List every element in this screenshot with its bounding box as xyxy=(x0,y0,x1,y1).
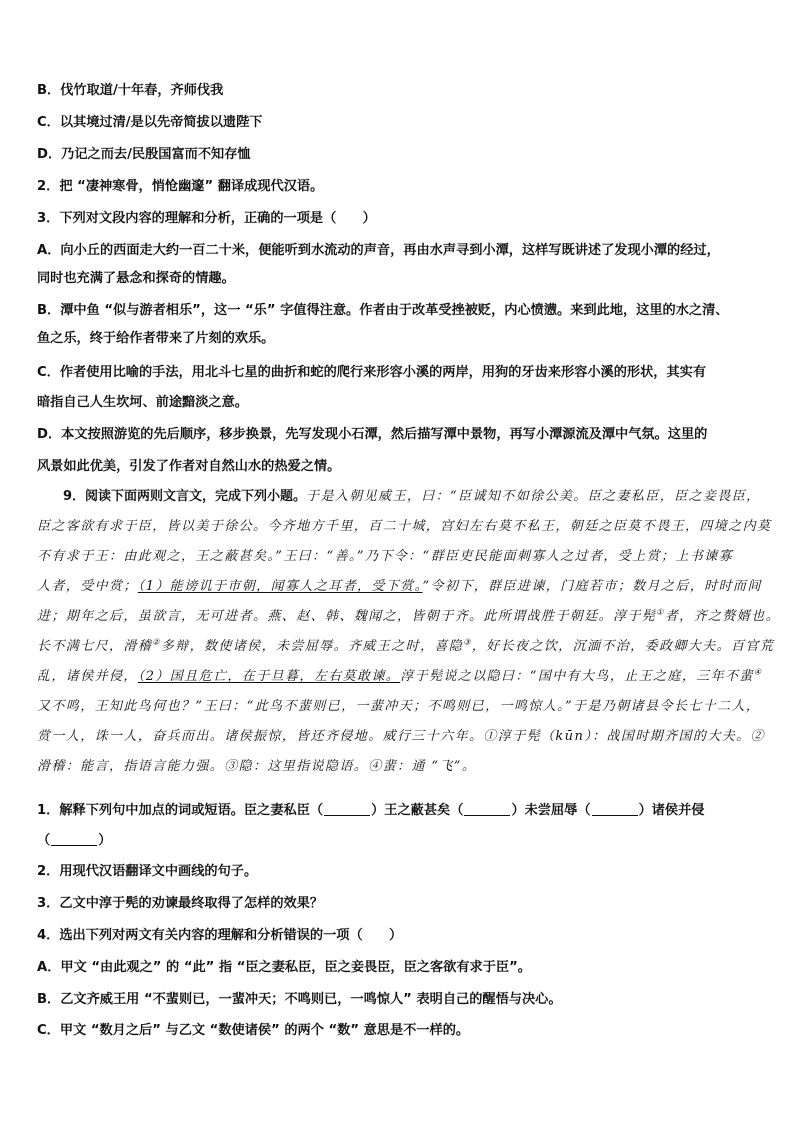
sub-question-4-option-b: B．乙文齐威王用 “不蜚则已，一蜚冲天；不鸣则已，一鸣惊人” 表明自己的醒悟与决心。 xyxy=(37,992,562,1007)
passage-line xyxy=(37,668,762,686)
question-3-option-d-line2: 风景如此优美，引发了作者对自然山水的热爱之情。 xyxy=(37,459,341,474)
passage-text: 多辩，数使诸侯，未尝屈辱。齐威王之时，喜隐 xyxy=(160,639,464,654)
passage-line: 滑稽：能言，指语言能力强。③隐：这里指说隐语。④蜚：通 “飞”。 xyxy=(37,759,477,774)
sub-question-text: 1．解释下列句中加点的词或短语。臣之妻私臣（ xyxy=(37,803,324,818)
sub-question-2: 2．用现代汉语翻译文中画线的句子。 xyxy=(37,864,258,879)
sub-question-4-option-c: C．甲文 “数月之后” 与乙文 “数使诸侯” 的两个 “数” 意思是不一样的。 xyxy=(37,1023,470,1038)
passage-text: ，好长夜之饮，沉湎不治，委政卿大夫。百官荒 xyxy=(471,639,775,654)
answer-blank[interactable] xyxy=(51,831,97,846)
question-3-option-c-line2: 暗指自己人生坎坷、前途黯淡之意。 xyxy=(37,395,248,410)
question-2: 2．把 “凄神寒骨，悄怆幽邃” 翻译成现代汉语。 xyxy=(37,179,324,194)
passage-line xyxy=(37,578,762,596)
sub-question-4: 4．选出下列对两文有关内容的理解和分析错误的一项（ ） xyxy=(37,928,403,943)
passage-line: 不有求于王：由此观之，王之蔽甚矣。”王曰：“善。”乃下令：“群臣吏民能面刺寡人之过者，受上赏；上书谏寡 xyxy=(37,549,733,564)
question-3-option-a-line1: A．向小丘的西面走大约一百二十米，便能听到水流动的声音，再由水声寻到小潭，这样写既讲述了发现小潭的经过， xyxy=(37,243,720,258)
passage-line: 于是入朝见威王，曰：“臣诚知不如徐公美。臣之妻私臣，臣之妾畏臣， xyxy=(306,489,761,504)
question-3-option-b-line1: B．潭中鱼 “似与游者相乐”，这一 “乐” 字值得注意。作者由于改革受挫被贬，内心愤懑。来到此地，这里的水之清、 xyxy=(37,303,729,318)
passage-text: ”令初下，群臣进谏，门庭若市；数月之后，时时而间 xyxy=(422,579,762,594)
question-3-option-c-line1: C．作者使用比喻的手法，用北斗七星的曲折和蛇的爬行来形容小溪的两岸，用狗的牙齿来形容小溪的形状，其实有 xyxy=(37,365,707,380)
answer-blank[interactable] xyxy=(324,801,370,816)
footnote-marker: ③ xyxy=(463,637,472,647)
footnote-marker: ① xyxy=(656,607,665,617)
question-3-option-b-line2: 鱼之乐，终于给作者带来了片刻的欢乐。 xyxy=(37,331,275,346)
option-b-prev: B．伐竹取道/十年春，齐师伐我 xyxy=(37,83,224,98)
underlined-sentence-2: （2）国且危亡，在于旦暮，左右莫敢谏。 xyxy=(137,669,401,684)
sub-question-4-option-a: A．甲文 “由此观之” 的 “此” 指 “臣之妻私臣，臣之妾畏臣，臣之客欲有求于臣”。 xyxy=(37,960,531,975)
passage-line xyxy=(37,608,780,626)
question-3-stem: 3．下列对文段内容的理解和分析，正确的一项是（ ） xyxy=(37,211,376,226)
footnote-marker: ② xyxy=(152,637,161,647)
passage-text: 乱，诸侯并侵， xyxy=(37,669,138,684)
answer-blank[interactable] xyxy=(464,801,510,816)
sub-question-text: （ xyxy=(37,833,51,848)
passage-line: 臣之客欲有求于臣，皆以美于徐公。今齐地方千里，百二十城，宫妇左右莫不私王，朝廷之臣莫不畏王，四境之内莫 xyxy=(37,519,772,534)
sub-question-text: ）诸侯并侵 xyxy=(638,803,705,818)
option-d-prev: D．乃记之而去/民殷国富而不知存恤 xyxy=(37,147,251,162)
answer-blank[interactable] xyxy=(592,801,638,816)
question-3-option-d-line1: D．本文按照游览的先后顺序，移步换景，先写发现小石潭，然后描写潭中景物，再写小潭源流及潭中气氛。这里的 xyxy=(37,427,708,442)
passage-line: 又不鸣，王知此鸟何也？”王曰：“此鸟不蜚则已，一蜚冲天；不鸣则已，一鸣惊人。”于是乃朝诸县令长七十二人， xyxy=(37,699,761,714)
passage-text: 长不满七尺，滑稽 xyxy=(37,639,153,654)
passage-line: 赏一人，诛一人，奋兵而出。诸侯振惊，皆还齐侵地。威行三十六年。①淳于髡（kūn）：战国时期齐国的大夫。② xyxy=(37,729,765,744)
footnote-marker: ④ xyxy=(753,667,763,677)
sub-question-text: ）未尝屈辱（ xyxy=(511,803,591,818)
sub-question-text: ） xyxy=(98,833,112,848)
sub-question-1-cont xyxy=(37,831,111,850)
underlined-sentence-1: （1）能谤讥于市朝，闻寡人之耳者，受下赏。 xyxy=(137,579,423,594)
question-9-lead: 9．阅读下面两则文言文，完成下列小题。 xyxy=(63,489,307,504)
question-3-option-a-line2: 同时也充满了悬念和探奇的情趣。 xyxy=(37,271,235,286)
passage-text: 进；期年之后，虽欲言，无可进者。燕、赵、韩、魏闻之，皆朝于齐。此所谓战胜于朝廷。淳于髡 xyxy=(37,609,657,624)
sub-question-1 xyxy=(37,801,705,820)
sub-question-3: 3．乙文中淳于髡的劝谏最终取得了怎样的效果？ xyxy=(37,896,324,911)
passage-text: 人者，受中赏； xyxy=(37,579,138,594)
sub-question-text: ）王之蔽甚矣（ xyxy=(371,803,464,818)
passage-text: 者，齐之赘婿也。 xyxy=(664,609,780,624)
option-c-prev: C．以其境过清/是以先帝简拔以遗陛下 xyxy=(37,115,263,130)
passage-text: 淳于髡说之以隐曰：“国中有大鸟，止王之庭，三年不蜚 xyxy=(400,669,754,684)
passage-line xyxy=(37,638,774,656)
